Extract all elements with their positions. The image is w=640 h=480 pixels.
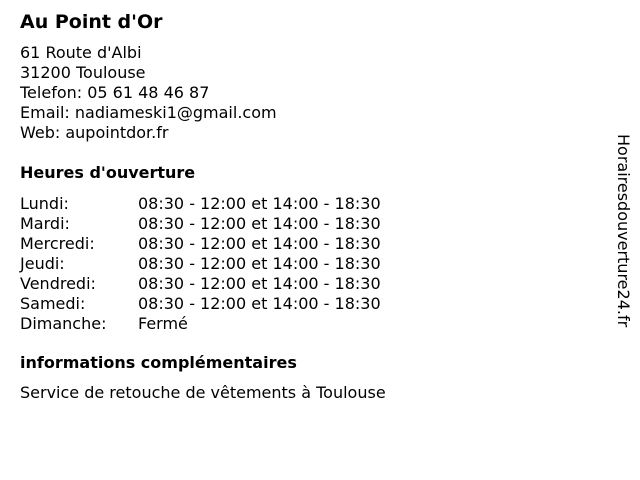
hours-row-friday: [20, 274, 440, 294]
info-heading: informations complémentaires: [20, 353, 297, 372]
day-hours: 08:30 - 12:00 et 14:00 - 18:30: [138, 214, 381, 233]
day-hours: 08:30 - 12:00 et 14:00 - 18:30: [138, 234, 381, 253]
day-hours: 08:30 - 12:00 et 14:00 - 18:30: [138, 194, 381, 213]
day-hours: 08:30 - 12:00 et 14:00 - 18:30: [138, 254, 381, 273]
day-label: Lundi:: [20, 194, 69, 213]
day-label: Jeudi:: [20, 254, 65, 273]
hours-row-wednesday: [20, 234, 440, 254]
day-label: Dimanche:: [20, 314, 107, 333]
phone-line: Telefon: 05 61 48 46 87: [20, 83, 210, 102]
contact-block: [20, 43, 277, 143]
hours-row-tuesday: [20, 214, 440, 234]
hours-heading: Heures d'ouverture: [20, 163, 196, 182]
site-watermark: Horairesdouverture24.fr: [614, 134, 633, 328]
info-text: Service de retouche de vêtements à Toulouse: [20, 383, 386, 402]
day-label: Samedi:: [20, 294, 86, 313]
hours-table: [20, 194, 440, 334]
day-label: Vendredi:: [20, 274, 96, 293]
web-line: Web: aupointdor.fr: [20, 123, 169, 142]
business-name: Au Point d'Or: [20, 11, 163, 33]
day-hours: 08:30 - 12:00 et 14:00 - 18:30: [138, 274, 381, 293]
hours-row-thursday: [20, 254, 440, 274]
email-line: Email: nadiameski1@gmail.com: [20, 103, 277, 122]
day-label: Mardi:: [20, 214, 70, 233]
address-street: 61 Route d'Albi: [20, 43, 142, 62]
day-hours: Fermé: [138, 314, 188, 333]
address-city: 31200 Toulouse: [20, 63, 146, 82]
hours-row-saturday: [20, 294, 440, 314]
day-label: Mercredi:: [20, 234, 95, 253]
day-hours: 08:30 - 12:00 et 14:00 - 18:30: [138, 294, 381, 313]
hours-row-sunday: [20, 314, 440, 334]
hours-row-monday: [20, 194, 440, 214]
